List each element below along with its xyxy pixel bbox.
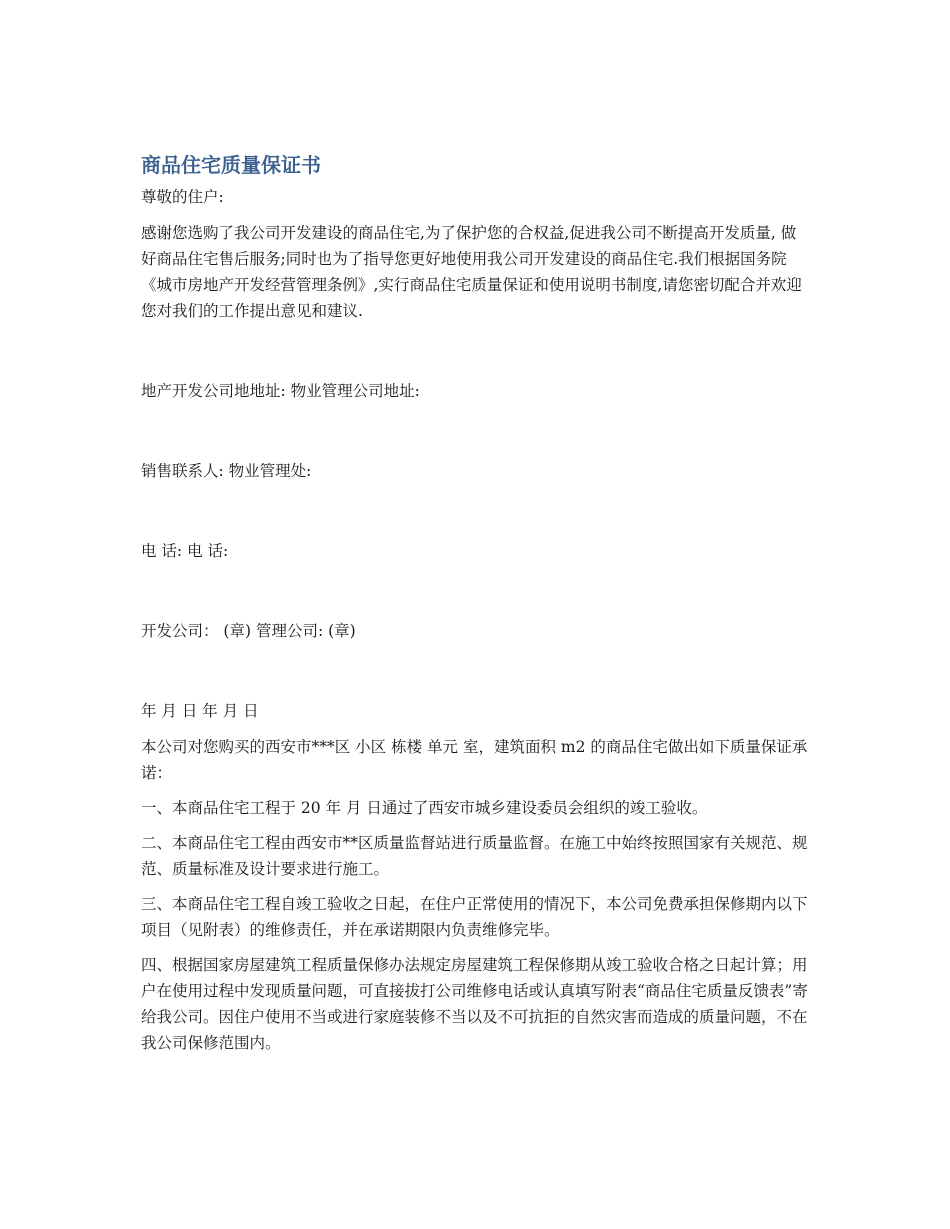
greeting: 尊敬的住户:: [141, 188, 224, 206]
document-page: [141, 150, 811, 1065]
phone-line: 电 话: 电 话:: [141, 542, 229, 560]
clause-3: 三、本商品住宅工程自竣工验收之日起，在住户正常使用的情况下，本公司免费承担保修期内以下项目（见附表）的维修责任，并在承诺期限内负责维修完毕。: [141, 895, 808, 939]
clause-1: 一、本商品住宅工程于 20 年 月 日通过了西安市城乡建设委员会组织的竣工验收。: [141, 799, 708, 817]
seal-line: 开发公司： (章) 管理公司: (章): [141, 622, 356, 640]
contact-line: 销售联系人: 物业管理处:: [141, 462, 312, 480]
clause-2: 二、本商品住宅工程由西安市**区质量监督站进行质量监督。在施工中始终按照国家有关规范、规范、质量标准及设计要求进行施工。: [141, 834, 808, 878]
commitment-paragraph: 本公司对您购买的西安市***区 小区 栋楼 单元 室，建筑面积 m2 的商品住宅做出如下质量保证承诺：: [141, 738, 808, 782]
intro-paragraph: 感谢您选购了我公司开发建设的商品住宅,为了保护您的合权益,促进我公司不断提高开发质量, 做好商品住宅售后服务;同时也为了指导您更好地使用我公司开发建设的商品住宅.我们根据国务院《城市房地产开发经营管理条例》,实行商品住宅质量保证和使用说明书制度,请您密切配合并欢迎您对我们的工作提出意见和建议.: [141, 224, 802, 320]
document-title: 商品住宅质量保证书: [141, 153, 321, 177]
clause-4: 四、根据国家房屋建筑工程质量保修办法规定房屋建筑工程保修期从竣工验收合格之日起计算；用户在使用过程中发现质量问题，可直接拔打公司维修电话或认真填写附表“商品住宅质量反馈表”寄给我公司。因住户使用不当或进行家庭装修不当以及不可抗拒的自然灾害而造成的质量问题，不在我公司保修范围内。: [141, 956, 808, 1052]
dates-line: 年 月 日 年 月 日: [141, 702, 259, 720]
address-line: 地产开发公司地地址: 物业管理公司地址:: [141, 382, 420, 400]
